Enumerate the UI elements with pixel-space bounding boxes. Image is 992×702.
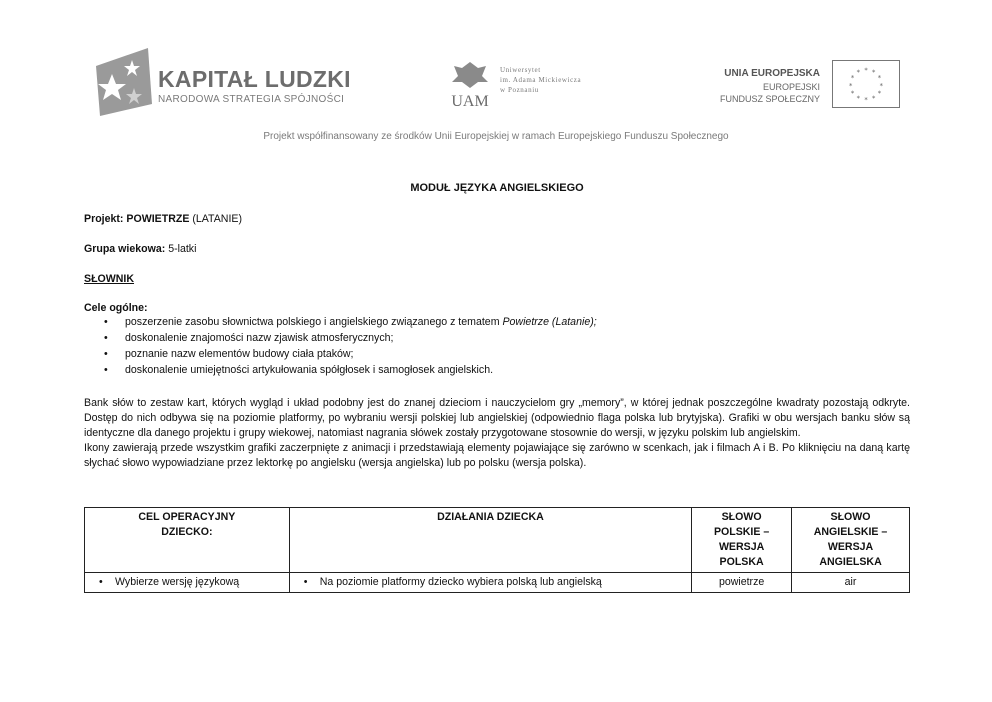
svg-text:*: *: [856, 68, 861, 77]
project-subname: (LATANIE): [192, 213, 242, 225]
efs-label-2: FUNDUSZ SPOŁECZNY: [719, 94, 820, 104]
svg-text:*: *: [850, 74, 855, 83]
svg-text:*: *: [877, 89, 882, 98]
kapital-ludzki-logo: [92, 44, 154, 120]
paragraph-word-bank: Bank słów to zestaw kart, których wygląd i układ podobny jest do znanej dzieciom i nauczycielom gry „memory”, w której jednak poszczególne kwadraty pozostają odkryte. Dostęp do nich odbywa się na poziomie platformy, po wybraniu wersji polskiej lub angielskiej (odpowiednio flaga polska lub brytyjska). Grafiki w obu wersjach banku słów są identyczne dla danego projektu i grupy wiekowej, natomiast nagrania słówek zostały przygotowane stosownie do wersji, w języku polskim lub angielskim.: [84, 397, 910, 439]
svg-text:UAM: UAM: [451, 93, 489, 110]
list-item: • poznanie nazw elementów budowy ciała ptaków;: [84, 347, 597, 363]
list-item: • poszerzenie zasobu słownictwa polskiego i angielskiego związanego z tematem Powietrze (Latanie);: [84, 315, 597, 331]
svg-text:*: *: [871, 68, 876, 77]
age-label: Grupa wiekowa:: [84, 243, 166, 255]
uam-emblem-logo: [448, 58, 492, 110]
header-actions: DZIAŁANIA DZIECKA: [289, 508, 691, 573]
svg-text:*: *: [879, 81, 884, 90]
svg-text:*: *: [871, 94, 876, 103]
table-header-row: [85, 508, 910, 573]
document-title: MODUŁ JĘZYKA ANGIELSKIEGO: [410, 182, 584, 194]
uam-name-line2: im. Adama Mickiewicza: [500, 76, 582, 84]
kapital-ludzki-subtitle: NARODOWA STRATEGIA SPÓJNOŚCI: [158, 94, 345, 105]
eu-label: UNIA EUROPEJSKA: [724, 68, 820, 79]
section-heading: SŁOWNIK: [84, 273, 135, 285]
cell-english-word: air: [792, 573, 910, 593]
header-polish-word: SŁOWO POLSKIE – WERSJA POLSKA: [692, 508, 792, 573]
table-row: [85, 573, 910, 593]
page-header: [0, 0, 992, 150]
project-label: Projekt:: [84, 213, 124, 225]
svg-text:*: *: [848, 81, 853, 90]
cell-goal: • Wybierze wersję językową: [85, 573, 290, 593]
age-value: 5-latki: [168, 243, 197, 255]
paragraph-icons: Ikony zawierają przede wszystkim grafiki zaczerpnięte z animacji i przedstawiają elementy pojawiające się zarówno w scenkach, jak i filmach A i B. Po kliknięciu na daną kartę słychać słowo wypowiadziane przez lektorkę po angielsku (wersja angielska) lub po polsku (wersja polska).: [84, 442, 910, 469]
cofinance-note: Projekt współfinansowany ze środków Unii Europejskiej w ramach Europejskiego Funduszu Społecznego: [263, 131, 729, 142]
goals-list: [84, 315, 597, 379]
svg-text:*: *: [850, 89, 855, 98]
svg-text:*: *: [856, 94, 861, 103]
header-goal: CEL OPERACYJNY DZIECKO:: [85, 508, 290, 573]
svg-text:*: *: [864, 96, 868, 105]
svg-text:*: *: [877, 74, 882, 83]
goals-heading: Cele ogólne:: [84, 302, 148, 314]
description-text: [84, 396, 910, 471]
uam-name-line1: Uniwersytet: [500, 66, 541, 74]
activities-table: [84, 507, 910, 593]
uam-name-line3: w Poznaniu: [500, 86, 539, 94]
list-item: • doskonalenie znajomości nazw zjawisk atmosferycznych;: [84, 331, 597, 347]
cell-polish-word: powietrze: [692, 573, 792, 593]
project-line: [84, 212, 242, 227]
kapital-ludzki-title: KAPITAŁ LUDZKI: [158, 66, 351, 92]
age-group-line: [84, 242, 196, 257]
project-name: POWIETRZE: [126, 213, 190, 225]
efs-label-1: EUROPEJSKI: [762, 82, 820, 92]
svg-text:*: *: [864, 66, 868, 75]
list-item: • doskonalenie umiejętności artykułowania spółgłosek i samogłosek angielskich.: [84, 363, 597, 379]
eu-flag-icon: [832, 60, 900, 108]
header-english-word: SŁOWO ANGIELSKIE – WERSJA ANGIELSKA: [792, 508, 910, 573]
cell-action: • Na poziomie platformy dziecko wybiera polską lub angielską: [289, 573, 691, 593]
